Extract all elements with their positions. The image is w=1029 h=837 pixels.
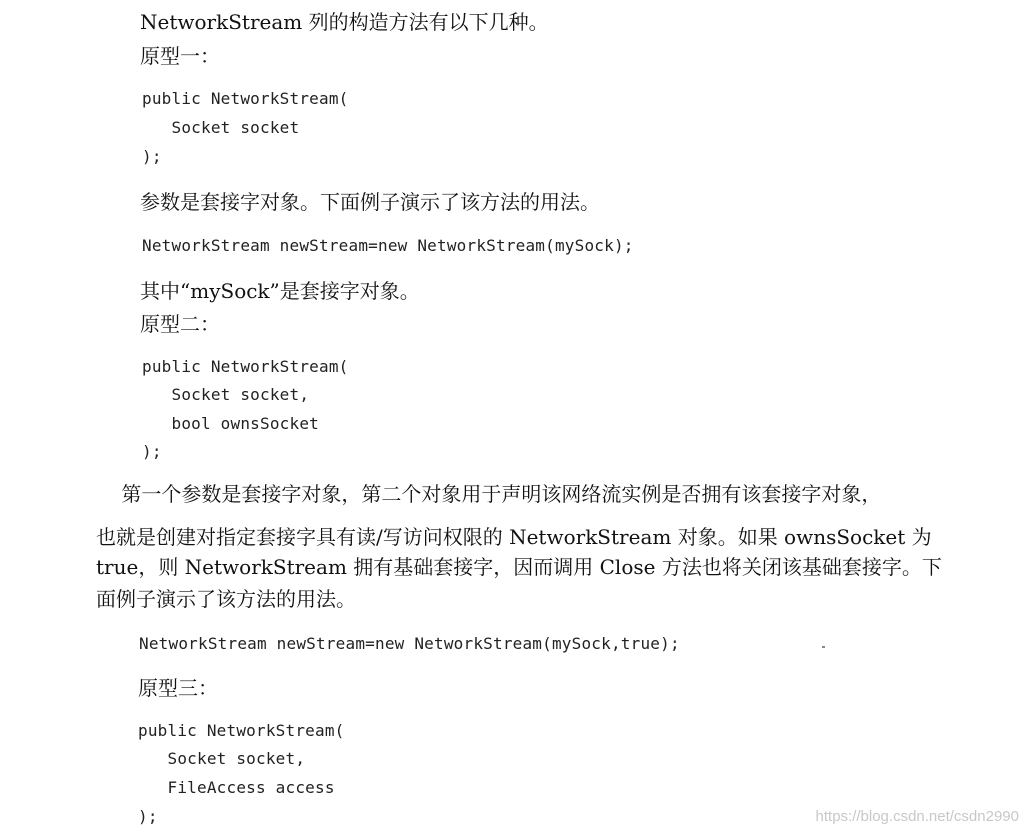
prototype-2-description-line: 第一个参数是套接字对象，第二个对象用于声明该网络流实例是否拥有该套接字对象，: [96, 482, 882, 506]
prototype-3-code-line: public NetworkStream(: [138, 721, 345, 740]
prototype-2-heading: 原型二：: [140, 312, 220, 336]
prototype-2-example-code: NetworkStream newStream=new NetworkStream(mySock,true);: [139, 634, 680, 653]
prototype-3-code-line: );: [138, 807, 158, 826]
intro-text: NetworkStream 列的构造方法有以下几种。: [140, 10, 549, 34]
prototype-2-description-line: 面例子演示了该方法的用法。: [96, 587, 356, 611]
prototype-1-heading: 原型一：: [140, 44, 220, 68]
prototype-2-code-line: public NetworkStream(: [142, 357, 349, 376]
prototype-1-code-line: public NetworkStream(: [142, 89, 349, 108]
prototype-3-code-line: FileAccess access: [138, 778, 335, 797]
prototype-1-code-line: );: [142, 147, 162, 166]
prototype-1-description: 参数是套接字对象。下面例子演示了该方法的用法。: [140, 190, 600, 214]
prototype-2-code-line: Socket socket,: [142, 385, 310, 404]
scan-speck: [822, 646, 825, 648]
prototype-2-code-line: );: [142, 442, 162, 461]
prototype-1-code-line: Socket socket: [142, 118, 300, 137]
prototype-1-example-code: NetworkStream newStream=new NetworkStream(mySock);: [142, 236, 634, 255]
prototype-3-code-line: Socket socket,: [138, 749, 306, 768]
prototype-1-note: 其中“mySock”是套接字对象。: [140, 279, 420, 303]
prototype-2-code-line: bool ownsSocket: [142, 414, 319, 433]
prototype-2-description-line: true，则 NetworkStream 拥有基础套接字，因而调用 Close 方法也将关闭该基础套接字。下: [96, 555, 942, 579]
prototype-2-description-line: 也就是创建对指定套接字具有读/写访问权限的 NetworkStream 对象。如果 ownsSocket 为: [96, 525, 932, 549]
watermark-text: https://blog.csdn.net/csdn2990: [815, 808, 1019, 825]
prototype-3-heading: 原型三：: [138, 676, 218, 700]
